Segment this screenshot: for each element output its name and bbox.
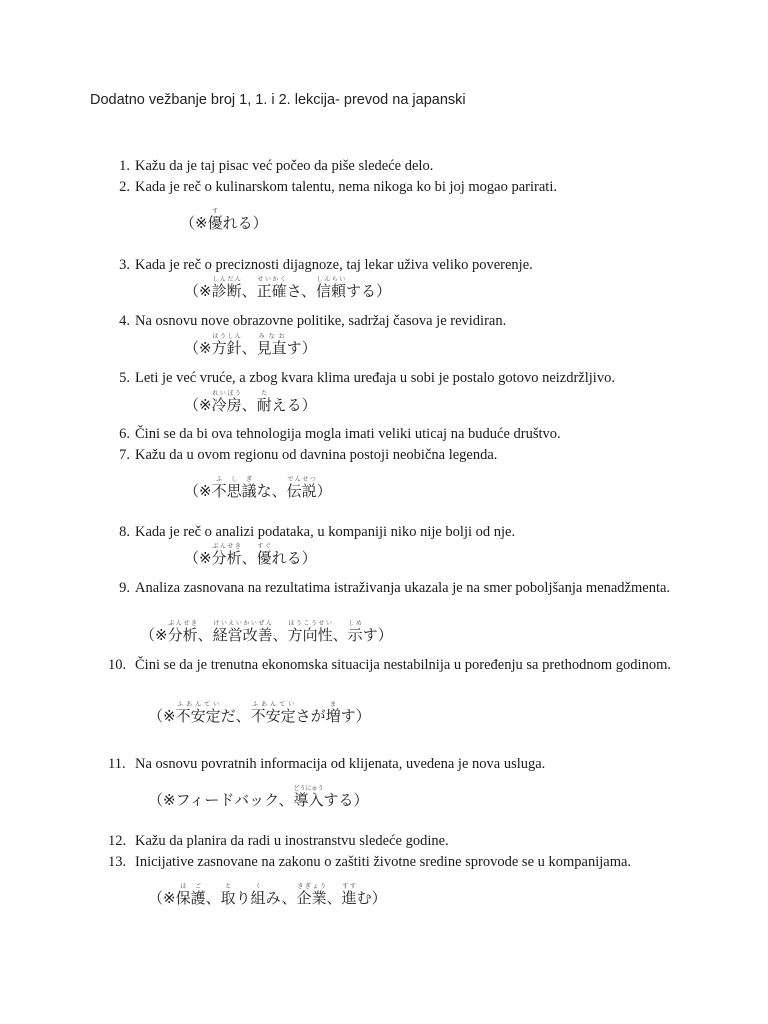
hint-11: （※フィードバック、導入どうにゅうする）: [148, 785, 369, 809]
hint-13: （※保護ほご、取とり組くみ、企業きぎょう、進すすむ）: [148, 883, 387, 907]
item-text: Čini se da bi ova tehnologija mogla imati veliki uticaj na buduće društvo.: [135, 426, 561, 442]
item-number: 10.: [108, 657, 127, 673]
item-text: Na osnovu povratnih informacija od klijenata, uvedena je nova usluga.: [135, 756, 546, 772]
item-number: 7.: [119, 447, 130, 463]
hint-9: （※分析ぶんせき、経営改善けいえいかいぜん、方向性ほうこうせい、示しめす）: [140, 620, 393, 644]
item-text: Čini se da je trenutna ekonomska situacija nestabilnija u poređenju sa prethodnom godinom.: [135, 657, 671, 673]
item-text: Kažu da je taj pisac već počeo da piše sledeće delo.: [135, 158, 434, 174]
hint-4: （※方針ほうしん、見直みなおす）: [184, 333, 317, 357]
item-number: 8.: [119, 524, 130, 540]
item-number: 3.: [119, 257, 130, 273]
hint-8: （※分析ぶんせき、優すぐれる）: [184, 543, 317, 567]
item-text: Kažu da planira da radi u inostranstvu sledeće godine.: [135, 833, 449, 849]
item-number: 1.: [119, 158, 130, 174]
item-number: 12.: [108, 833, 127, 849]
item-number: 9.: [119, 580, 130, 596]
item-number: 2.: [119, 179, 130, 195]
item-text: Inicijative zasnovane na zakonu o zaštiti životne sredine sprovode se u kompanijama.: [135, 854, 632, 870]
hint-7: （※不思議ふしぎな、伝説でんせつ）: [184, 476, 332, 500]
item-number: 13.: [108, 854, 127, 870]
item-number: 4.: [119, 313, 130, 329]
item-text: Leti je već vruće, a zbog kvara klima uređaja u sobi je postalo gotovo neizdržljivo.: [135, 370, 615, 386]
item-text: Na osnovu nove obrazovne politike, sadržaj časova je revidiran.: [135, 313, 507, 329]
document-title: Dodatno vežbanje broj 1, 1. i 2. lekcija- prevod na japanski: [90, 92, 466, 108]
item-text: Kada je reč o kulinarskom talentu, nema nikoga ko bi joj mogao parirati.: [135, 179, 557, 195]
item-text: Kada je reč o analizi podataka, u kompaniji niko nije bolji od nje.: [135, 524, 516, 540]
item-text: Kada je reč o preciznosti dijagnoze, taj lekar uživa veliko poverenje.: [135, 257, 533, 273]
item-number: 6.: [119, 426, 130, 442]
item-number: 11.: [108, 756, 126, 772]
item-text: Kažu da u ovom regionu od davnina postoji neobična legenda.: [135, 447, 498, 463]
hint-10: （※不安定ふあんていだ、不安定ふあんていさが増ます）: [148, 701, 371, 725]
hint-5: （※冷房れいぼう、耐たえる）: [184, 390, 317, 414]
item-number: 5.: [119, 370, 130, 386]
item-text: Analiza zasnovana na rezultatima istraživanja ukazala je na smer poboljšanja menadžmenta.: [135, 580, 671, 596]
hint-2: （※優すれる）: [180, 208, 268, 232]
hint-3: （※診断しんだん、正確せいかくさ、信頼しんらいする）: [184, 276, 392, 300]
